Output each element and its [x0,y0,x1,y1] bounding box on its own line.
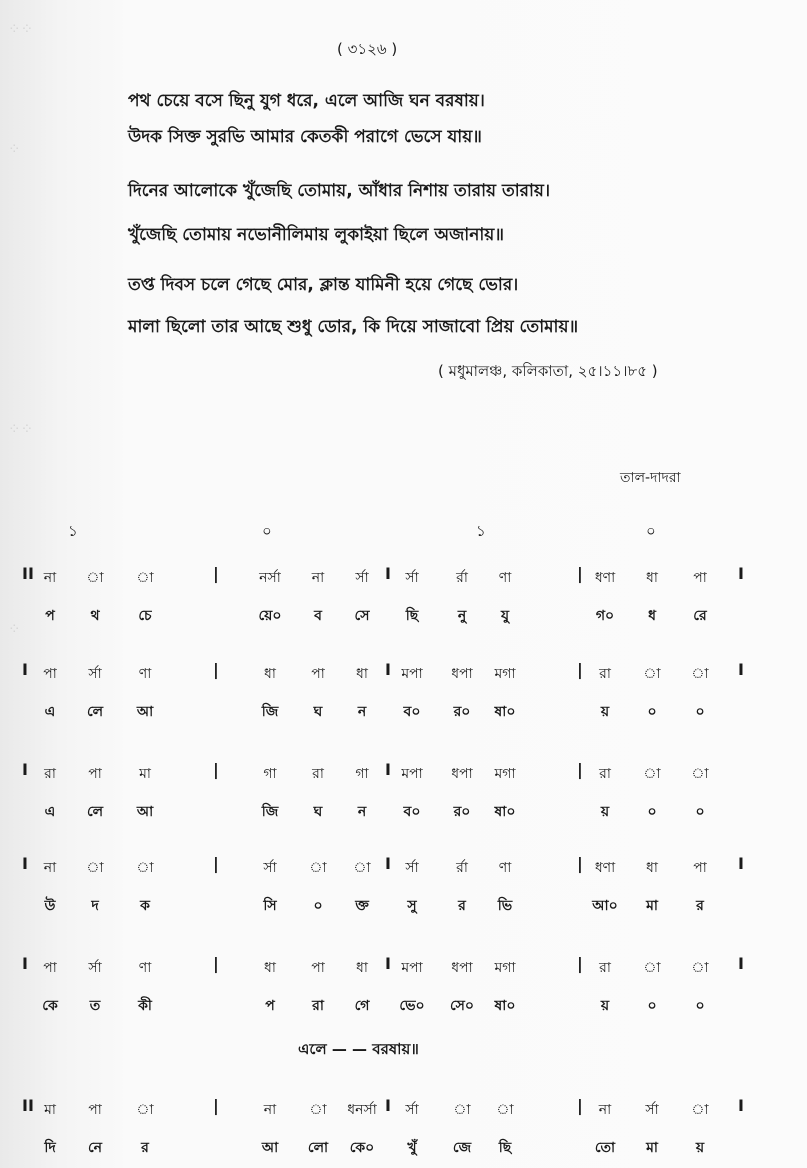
sub-bar: | [213,954,219,973]
lyric-syllable: এ [44,804,56,820]
lyric-syllable: আ [261,1140,279,1156]
lyric-syllable: ০ [647,804,657,820]
lyric-syllable: র০ [453,704,471,720]
swar-note: ধণা [594,570,616,586]
lyric-syllable: জি [261,704,279,720]
swar-note: র্রা [456,570,468,586]
swar-note: র্সা [405,860,419,876]
row-start-bar: I [22,854,28,873]
swar-note: ণা [138,666,152,682]
lyric-syllable: ০ [695,704,705,720]
swar-note: ধা [356,960,368,976]
swar-note: না [263,1102,277,1118]
lyric-syllable: ০ [695,998,705,1014]
lyric-syllable: কে০ [349,1140,375,1156]
beat-mark: ০ [646,522,656,540]
swar-note: ধপা [451,766,473,782]
sub-bar: | [577,1096,583,1115]
lyric-syllable: ভি [497,898,513,914]
lyric-syllable: আ০ [592,898,618,914]
swar-note: ধনর্সা [347,1102,377,1118]
lyric-syllable: তো [594,1140,616,1156]
lyric-syllable: ষা০ [494,704,516,720]
swar-note: মপা [401,666,423,682]
mid-bar: I [385,760,391,779]
swar-note: মপা [401,766,423,782]
lyric-syllable: ক [140,898,150,914]
lyric-syllable: য় [600,804,610,820]
swar-note: া [643,666,661,682]
mid-bar: I [385,1096,391,1115]
swar-note: পা [43,666,57,682]
lyric-syllable: ন [357,704,367,720]
swar-note: ধপা [451,960,473,976]
swar-note: রা [599,766,611,782]
lyric-syllable: সি [263,898,277,914]
swar-note: া [691,766,709,782]
beat-mark: ১ [68,522,78,540]
row-start-bar: I [22,660,28,679]
lyric-syllable: ঘ [313,804,323,820]
lyric-line: খুঁজেছি তোমায় নভোনীলিমায় লুকাইয়া ছিলে অজানায়॥ [128,225,504,245]
swar-note: া [309,860,327,876]
swar-note: া [353,860,371,876]
ghost-text: ⁘⁘ [8,20,34,38]
swar-note: রা [599,666,611,682]
lyric-syllable: ০ [313,898,323,914]
tala-label: তাল-দাদরা [620,470,681,486]
lyric-syllable: জি [261,804,279,820]
swar-note: ধা [264,960,276,976]
swar-note: ধণা [594,860,616,876]
lyric-syllable: র [458,898,466,914]
beat-mark: ০ [262,522,272,540]
row-start-bar: I [22,760,28,779]
swar-note: র্সা [355,570,369,586]
lyric-syllable: যু [500,608,510,624]
lyric-syllable: খুঁ [407,1140,417,1156]
row-end-bar: I [738,564,744,583]
lyric-syllable: র০ [453,804,471,820]
lyric-line: উদক সিক্ত সুরভি আমার কেতকী পরাগে ভেসে যায়॥ [128,127,482,147]
lyric-syllable: ষা০ [494,804,516,820]
mid-bar: I [385,854,391,873]
lyric-syllable: ০ [695,804,705,820]
swar-note: ধা [356,666,368,682]
sub-bar: | [577,660,583,679]
swar-note: না [43,860,57,876]
swar-note: গা [355,766,369,782]
lyric-syllable: আ [136,704,154,720]
lyric-syllable: রে [693,608,707,624]
swar-note: ধা [646,570,658,586]
lyric-syllable: সে০ [449,998,475,1014]
lyric-syllable: লে [86,804,104,820]
lyric-syllable: ছি [405,608,419,624]
lyric-line: পথ চেয়ে বসে ছিনু যুগ ধরে, এলে আজি ঘন বরষায়। [128,91,485,111]
swar-note: া [136,570,154,586]
lyric-syllable: ব০ [403,804,421,820]
swar-note: পা [693,860,707,876]
swar-note: া [309,1102,327,1118]
lyric-syllable: য়ে০ [258,608,282,624]
lyric-syllable: ত [89,998,101,1014]
lyric-line: দিনের আলোকে খুঁজেছি তোমায়, আঁধার নিশায় তারায় তারায়। [128,181,551,201]
swar-note: পা [88,1102,102,1118]
swar-note: ধপা [451,666,473,682]
sub-bar: | [577,760,583,779]
sub-bar: | [213,760,219,779]
lyric-syllable: য় [600,998,610,1014]
lyric-syllable: র [141,1140,149,1156]
row-start-bar: II [22,1096,34,1115]
swar-note: পা [693,570,707,586]
swar-note: মগা [494,666,516,682]
lyric-syllable: ০ [647,704,657,720]
swar-note: া [691,666,709,682]
swar-note: র্রা [456,860,468,876]
lyric-syllable: চে [138,608,152,624]
swar-note: নর্সা [259,570,281,586]
swar-note: ণা [498,860,512,876]
swar-note: া [643,960,661,976]
row-start-bar: II [22,564,34,583]
lyric-syllable: ভে০ [399,998,425,1014]
sub-bar: | [213,854,219,873]
swar-note: না [311,570,325,586]
swar-note: পা [88,766,102,782]
lyric-syllable: য় [695,1140,705,1156]
swar-note: ধা [264,666,276,682]
lyric-syllable: ব০ [403,704,421,720]
lyric-syllable: নু [457,608,467,624]
lyric-syllable: মা [646,1140,658,1156]
lyric-line: মালা ছিলো তার আছে শুধু ডোর, কি দিয়ে সাজাবো প্রিয় তোমায়॥ [128,317,579,337]
beat-mark: ১ [476,522,486,540]
page-number: ( ৩১২৬ ) [337,40,398,58]
swar-note: া [136,860,154,876]
lyric-syllable: জে [452,1140,472,1156]
swar-note: র্সা [263,860,277,876]
ghost-text: ⁘ [8,140,21,158]
lyric-syllable: উ [44,898,56,914]
swar-note: া [453,1102,471,1118]
mid-bar: I [385,660,391,679]
swar-note: া [86,860,104,876]
lyric-syllable: রা [312,998,324,1014]
swar-note: া [643,766,661,782]
lyric-syllable: গ০ [595,608,615,624]
lyric-syllable: মা [646,898,658,914]
swar-note: মগা [494,960,516,976]
sub-bar: | [577,954,583,973]
lyric-syllable: কী [138,998,152,1014]
lyric-syllable: ধ [648,608,656,624]
sub-bar: | [213,660,219,679]
row-start-bar: I [22,954,28,973]
swar-note: া [496,1102,514,1118]
ghost-text: ⁘ [8,620,21,638]
swar-note: পা [43,960,57,976]
sub-bar: | [577,564,583,583]
lyric-line: তপ্ত দিবস চলে গেছে মোর, ক্লান্ত যামিনী হয়ে গেছে ভোর। [128,275,519,295]
swar-note: র্সা [645,1102,659,1118]
swar-note: র্সা [405,1102,419,1118]
lyric-syllable: দি [44,1140,56,1156]
swar-note: ধা [646,860,658,876]
lyric-syllable: ছি [498,1140,512,1156]
sub-bar: | [213,564,219,583]
swar-note: ণা [138,960,152,976]
source-citation: ( মধুমালঞ্চ, কলিকাতা, ২৫।১১।৮৫ ) [438,362,658,380]
ghost-text: ⁘⁘ [8,420,34,438]
lyric-syllable: দ [91,898,99,914]
lyric-syllable: য় [600,704,610,720]
row-end-bar: I [738,660,744,679]
lyric-syllable: ক্ত [355,898,369,914]
lyric-syllable: প [265,998,275,1014]
swar-note: গা [263,766,277,782]
sub-bar: | [577,854,583,873]
refrain-text: এলে — — বরষায়॥ [298,1040,419,1058]
swar-note: র্সা [88,666,102,682]
swar-note: র্সা [405,570,419,586]
lyric-syllable: ব [314,608,322,624]
swar-note: রা [312,766,324,782]
swar-note: মা [139,766,151,782]
swar-note: না [598,1102,612,1118]
lyric-syllable: আ [136,804,154,820]
mid-bar: I [385,564,391,583]
swar-note: া [691,1102,709,1118]
row-end-bar: I [738,1096,744,1115]
row-end-bar: I [738,854,744,873]
swar-note: া [136,1102,154,1118]
lyric-syllable: সু [407,898,417,914]
swar-note: মা [44,1102,56,1118]
lyric-syllable: থ [90,608,100,624]
lyric-syllable: প [45,608,55,624]
swar-note: ণা [498,570,512,586]
swar-note: মগা [494,766,516,782]
swar-note: া [691,960,709,976]
lyric-syllable: ষা০ [494,998,516,1014]
lyric-syllable: গে [354,998,370,1014]
lyric-syllable: লে [86,704,104,720]
swar-note: রা [599,960,611,976]
lyric-syllable: র [696,898,704,914]
swar-note: পা [311,960,325,976]
mid-bar: I [385,954,391,973]
swar-note: পা [311,666,325,682]
swar-note: রা [44,766,56,782]
lyric-syllable: ন [357,804,367,820]
swar-note: মপা [401,960,423,976]
swar-note: া [86,570,104,586]
lyric-syllable: এ [44,704,56,720]
lyric-syllable: লো [307,1140,329,1156]
swar-note: র্সা [88,960,102,976]
row-end-bar: I [738,954,744,973]
lyric-syllable: ঘ [313,704,323,720]
lyric-syllable: ০ [647,998,657,1014]
lyric-syllable: সে [354,608,370,624]
lyric-syllable: নে [87,1140,103,1156]
swar-note: না [43,570,57,586]
lyric-syllable: কে [42,998,58,1014]
sub-bar: | [213,1096,219,1115]
